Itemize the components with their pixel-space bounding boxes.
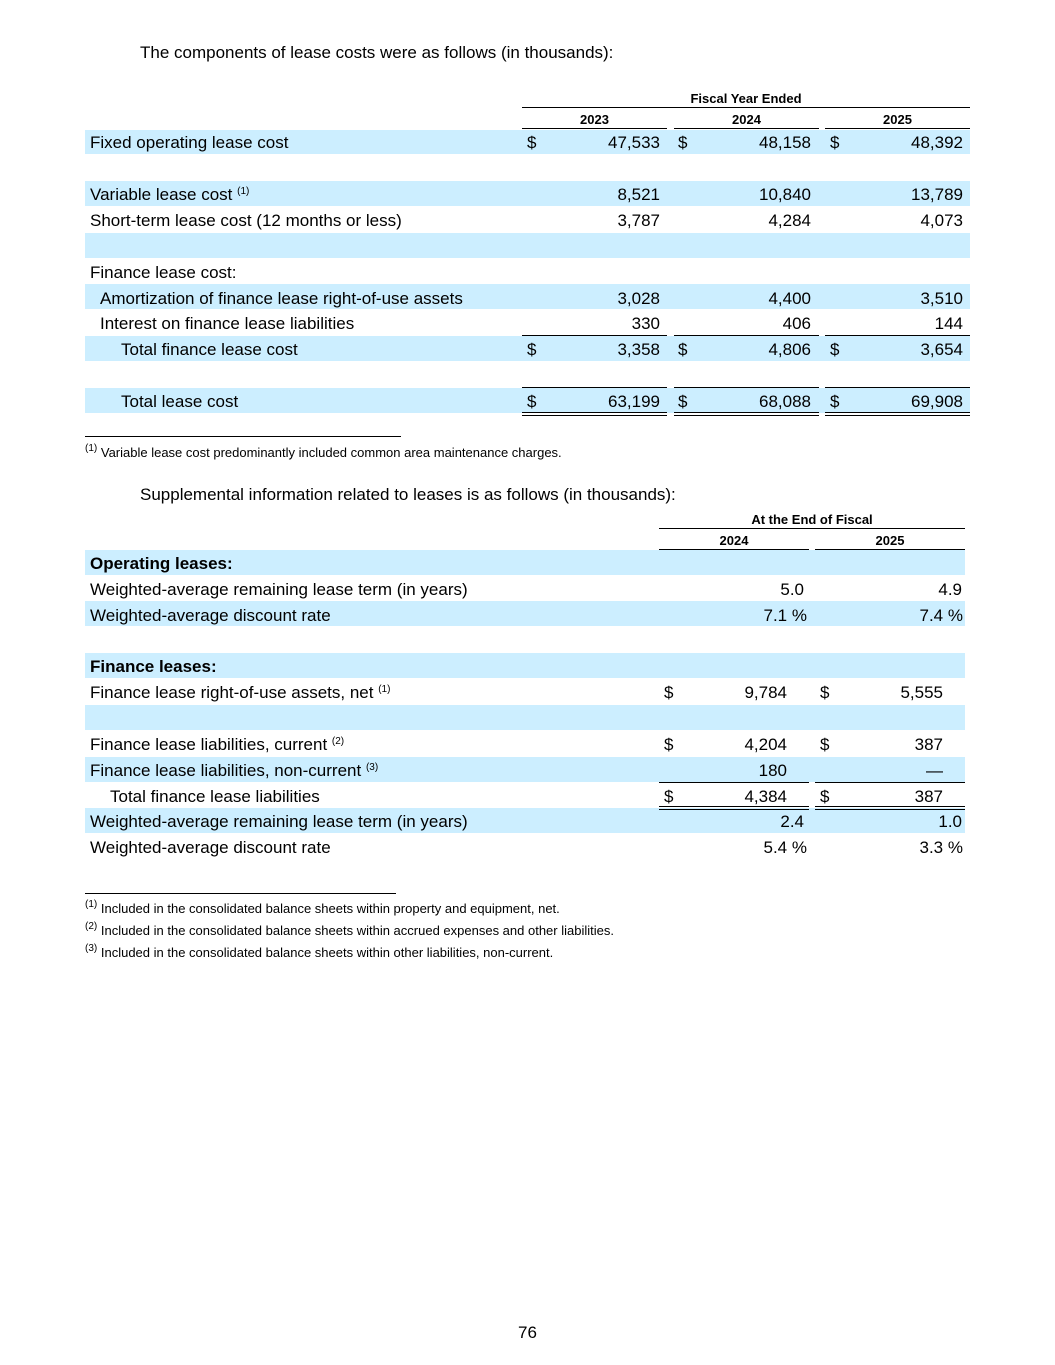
total-lease-cost-label: Total lease cost xyxy=(121,392,239,411)
fin-rou-2025: 5,555 xyxy=(900,683,943,702)
footnote-ref: (1) xyxy=(378,684,391,695)
table2-footnote-1: $^{(1)}$ Included in the consolidated balance sheets within property and equipment, net. xyxy=(85,899,560,916)
op-term-2024: 5.0 xyxy=(780,580,804,599)
currency-symbol: $ xyxy=(664,787,674,806)
variable-2025: 13,789 xyxy=(911,185,963,204)
short-term-2025: 4,073 xyxy=(920,211,963,230)
fin-total-2024: 4,384 xyxy=(744,787,787,806)
variable-2023: 8,521 xyxy=(617,185,660,204)
amortization-2025: 3,510 xyxy=(920,289,963,308)
fin-total-label: Total finance lease liabilities xyxy=(110,787,320,806)
fin-noncurrent-label: Finance lease liabilities, non-current $^{(3)}$ xyxy=(90,761,379,780)
fin-rou-label: Finance lease right-of-use assets, net $^{(1)}$ xyxy=(90,683,391,702)
col-rule xyxy=(825,128,970,129)
fin-noncurrent-2025: — xyxy=(926,761,943,780)
row-band xyxy=(85,705,965,730)
fin-term-label: Weighted-average remaining lease term (in years) xyxy=(90,812,468,831)
double-rule xyxy=(522,412,667,416)
fin-term-2024: 2.4 xyxy=(780,812,804,831)
fin-term-2025: 1.0 xyxy=(938,812,962,831)
fin-rate-2024: 5.4 % xyxy=(763,838,807,857)
interest-label: Interest on finance lease liabilities xyxy=(100,314,355,333)
double-rule xyxy=(674,412,819,416)
total-finance-lease-cost-label: Total finance lease cost xyxy=(121,340,298,359)
fin-noncurrent-2024: 180 xyxy=(758,761,787,780)
currency-symbol: $ xyxy=(830,133,840,152)
col-2025-header: 2025 xyxy=(883,112,912,127)
interest-2025: 144 xyxy=(934,314,963,333)
subtotal-rule xyxy=(825,335,970,336)
total-finance-2025: 3,654 xyxy=(920,340,963,359)
op-term-2025: 4.9 xyxy=(938,580,962,599)
total-rule xyxy=(674,387,819,388)
footnote-ref: (3) xyxy=(365,762,379,773)
subtotal-rule xyxy=(659,782,809,783)
fixed-lease-label: Fixed operating lease cost xyxy=(90,133,289,152)
footnote-ref: (2) xyxy=(331,736,345,747)
header-rule xyxy=(659,528,965,529)
total-lease-2025: 69,908 xyxy=(911,392,963,411)
fin-current-2025: 387 xyxy=(914,735,943,754)
col-2025-header: 2025 xyxy=(875,533,905,548)
fixed-2024: 48,158 xyxy=(759,133,811,152)
fixed-2023: 47,533 xyxy=(608,133,660,152)
double-rule xyxy=(815,806,965,810)
short-term-2023: 3,787 xyxy=(617,211,660,230)
finance-lease-cost-heading: Finance lease cost: xyxy=(90,263,237,282)
op-rate-2025: 7.4 % xyxy=(919,606,963,625)
total-finance-2024: 4,806 xyxy=(768,340,811,359)
fin-total-2025: 387 xyxy=(914,787,943,806)
fixed-2025: 48,392 xyxy=(911,133,963,152)
op-rate-2024: 7.1 % xyxy=(763,606,807,625)
currency-symbol: $ xyxy=(678,133,688,152)
footnote-separator xyxy=(85,893,396,894)
col-2024-header: 2024 xyxy=(719,533,749,548)
currency-symbol: $ xyxy=(820,787,830,806)
col-2024-header: 2024 xyxy=(732,112,761,127)
currency-symbol: $ xyxy=(664,735,674,754)
subtotal-rule xyxy=(522,335,667,336)
footnote-ref: (1) xyxy=(237,186,250,197)
currency-symbol: $ xyxy=(527,392,537,411)
fin-rou-2024: 9,784 xyxy=(744,683,787,702)
footnote-separator xyxy=(85,436,401,437)
fin-rate-2025: 3.3 % xyxy=(919,838,963,857)
table1-footnote: $^{(1)}$ Variable lease cost predominantly included common area maintenance charges. xyxy=(85,443,562,460)
table2-footnote-2: $^{(2)}$ Included in the consolidated balance sheets within accrued expenses and other liabilities. xyxy=(85,921,614,938)
op-term-label: Weighted-average remaining lease term (in years) xyxy=(90,580,468,599)
subtotal-rule xyxy=(674,335,819,336)
currency-symbol: $ xyxy=(678,340,688,359)
supplemental-intro: Supplemental information related to leases is as follows (in thousands): xyxy=(140,485,676,504)
op-rate-label: Weighted-average discount rate xyxy=(90,606,331,625)
amortization-2024: 4,400 xyxy=(768,289,811,308)
row-band xyxy=(85,233,970,258)
fin-current-2024: 4,204 xyxy=(744,735,787,754)
currency-symbol: $ xyxy=(527,133,537,152)
header-rule xyxy=(522,107,970,108)
table2-footnote-3: $^{(3)}$ Included in the consolidated balance sheets within other liabilities, non-current. xyxy=(85,943,554,960)
currency-symbol: $ xyxy=(527,340,537,359)
amortization-label: Amortization of finance lease right-of-use assets xyxy=(100,289,463,308)
total-lease-2024: 68,088 xyxy=(759,392,811,411)
page-number: 76 xyxy=(518,1323,537,1342)
total-lease-2023: 63,199 xyxy=(608,392,660,411)
subtotal-rule xyxy=(815,782,965,783)
col-2023-header: 2023 xyxy=(580,112,609,127)
double-rule xyxy=(659,806,809,810)
short-term-2024: 4,284 xyxy=(768,211,811,230)
amortization-2023: 3,028 xyxy=(617,289,660,308)
currency-symbol: $ xyxy=(830,340,840,359)
variable-lease-label: Variable lease cost $^{(1)}$ xyxy=(90,185,250,204)
operating-leases-heading: Operating leases: xyxy=(90,554,233,573)
finance-leases-heading: Finance leases: xyxy=(90,657,217,676)
currency-symbol: $ xyxy=(820,735,830,754)
total-rule xyxy=(522,387,667,388)
interest-2023: 330 xyxy=(631,314,660,333)
end-of-fiscal-header: At the End of Fiscal xyxy=(751,512,873,527)
col-rule xyxy=(522,128,667,129)
fin-rate-label: Weighted-average discount rate xyxy=(90,838,331,857)
currency-symbol: $ xyxy=(820,683,830,702)
total-finance-2023: 3,358 xyxy=(617,340,660,359)
short-term-lease-label: Short-term lease cost (12 months or less) xyxy=(90,211,402,230)
double-rule xyxy=(825,412,970,416)
currency-symbol: $ xyxy=(678,392,688,411)
total-rule xyxy=(825,387,970,388)
row-band xyxy=(85,653,965,678)
currency-symbol: $ xyxy=(830,392,840,411)
currency-symbol: $ xyxy=(664,683,674,702)
lease-cost-intro: The components of lease costs were as follows (in thousands): xyxy=(140,43,614,62)
col-rule xyxy=(674,128,819,129)
fin-current-label: Finance lease liabilities, current $^{(2)}$ xyxy=(90,735,345,754)
variable-2024: 10,840 xyxy=(759,185,811,204)
fiscal-year-header: Fiscal Year Ended xyxy=(690,91,802,106)
interest-2024: 406 xyxy=(782,314,811,333)
